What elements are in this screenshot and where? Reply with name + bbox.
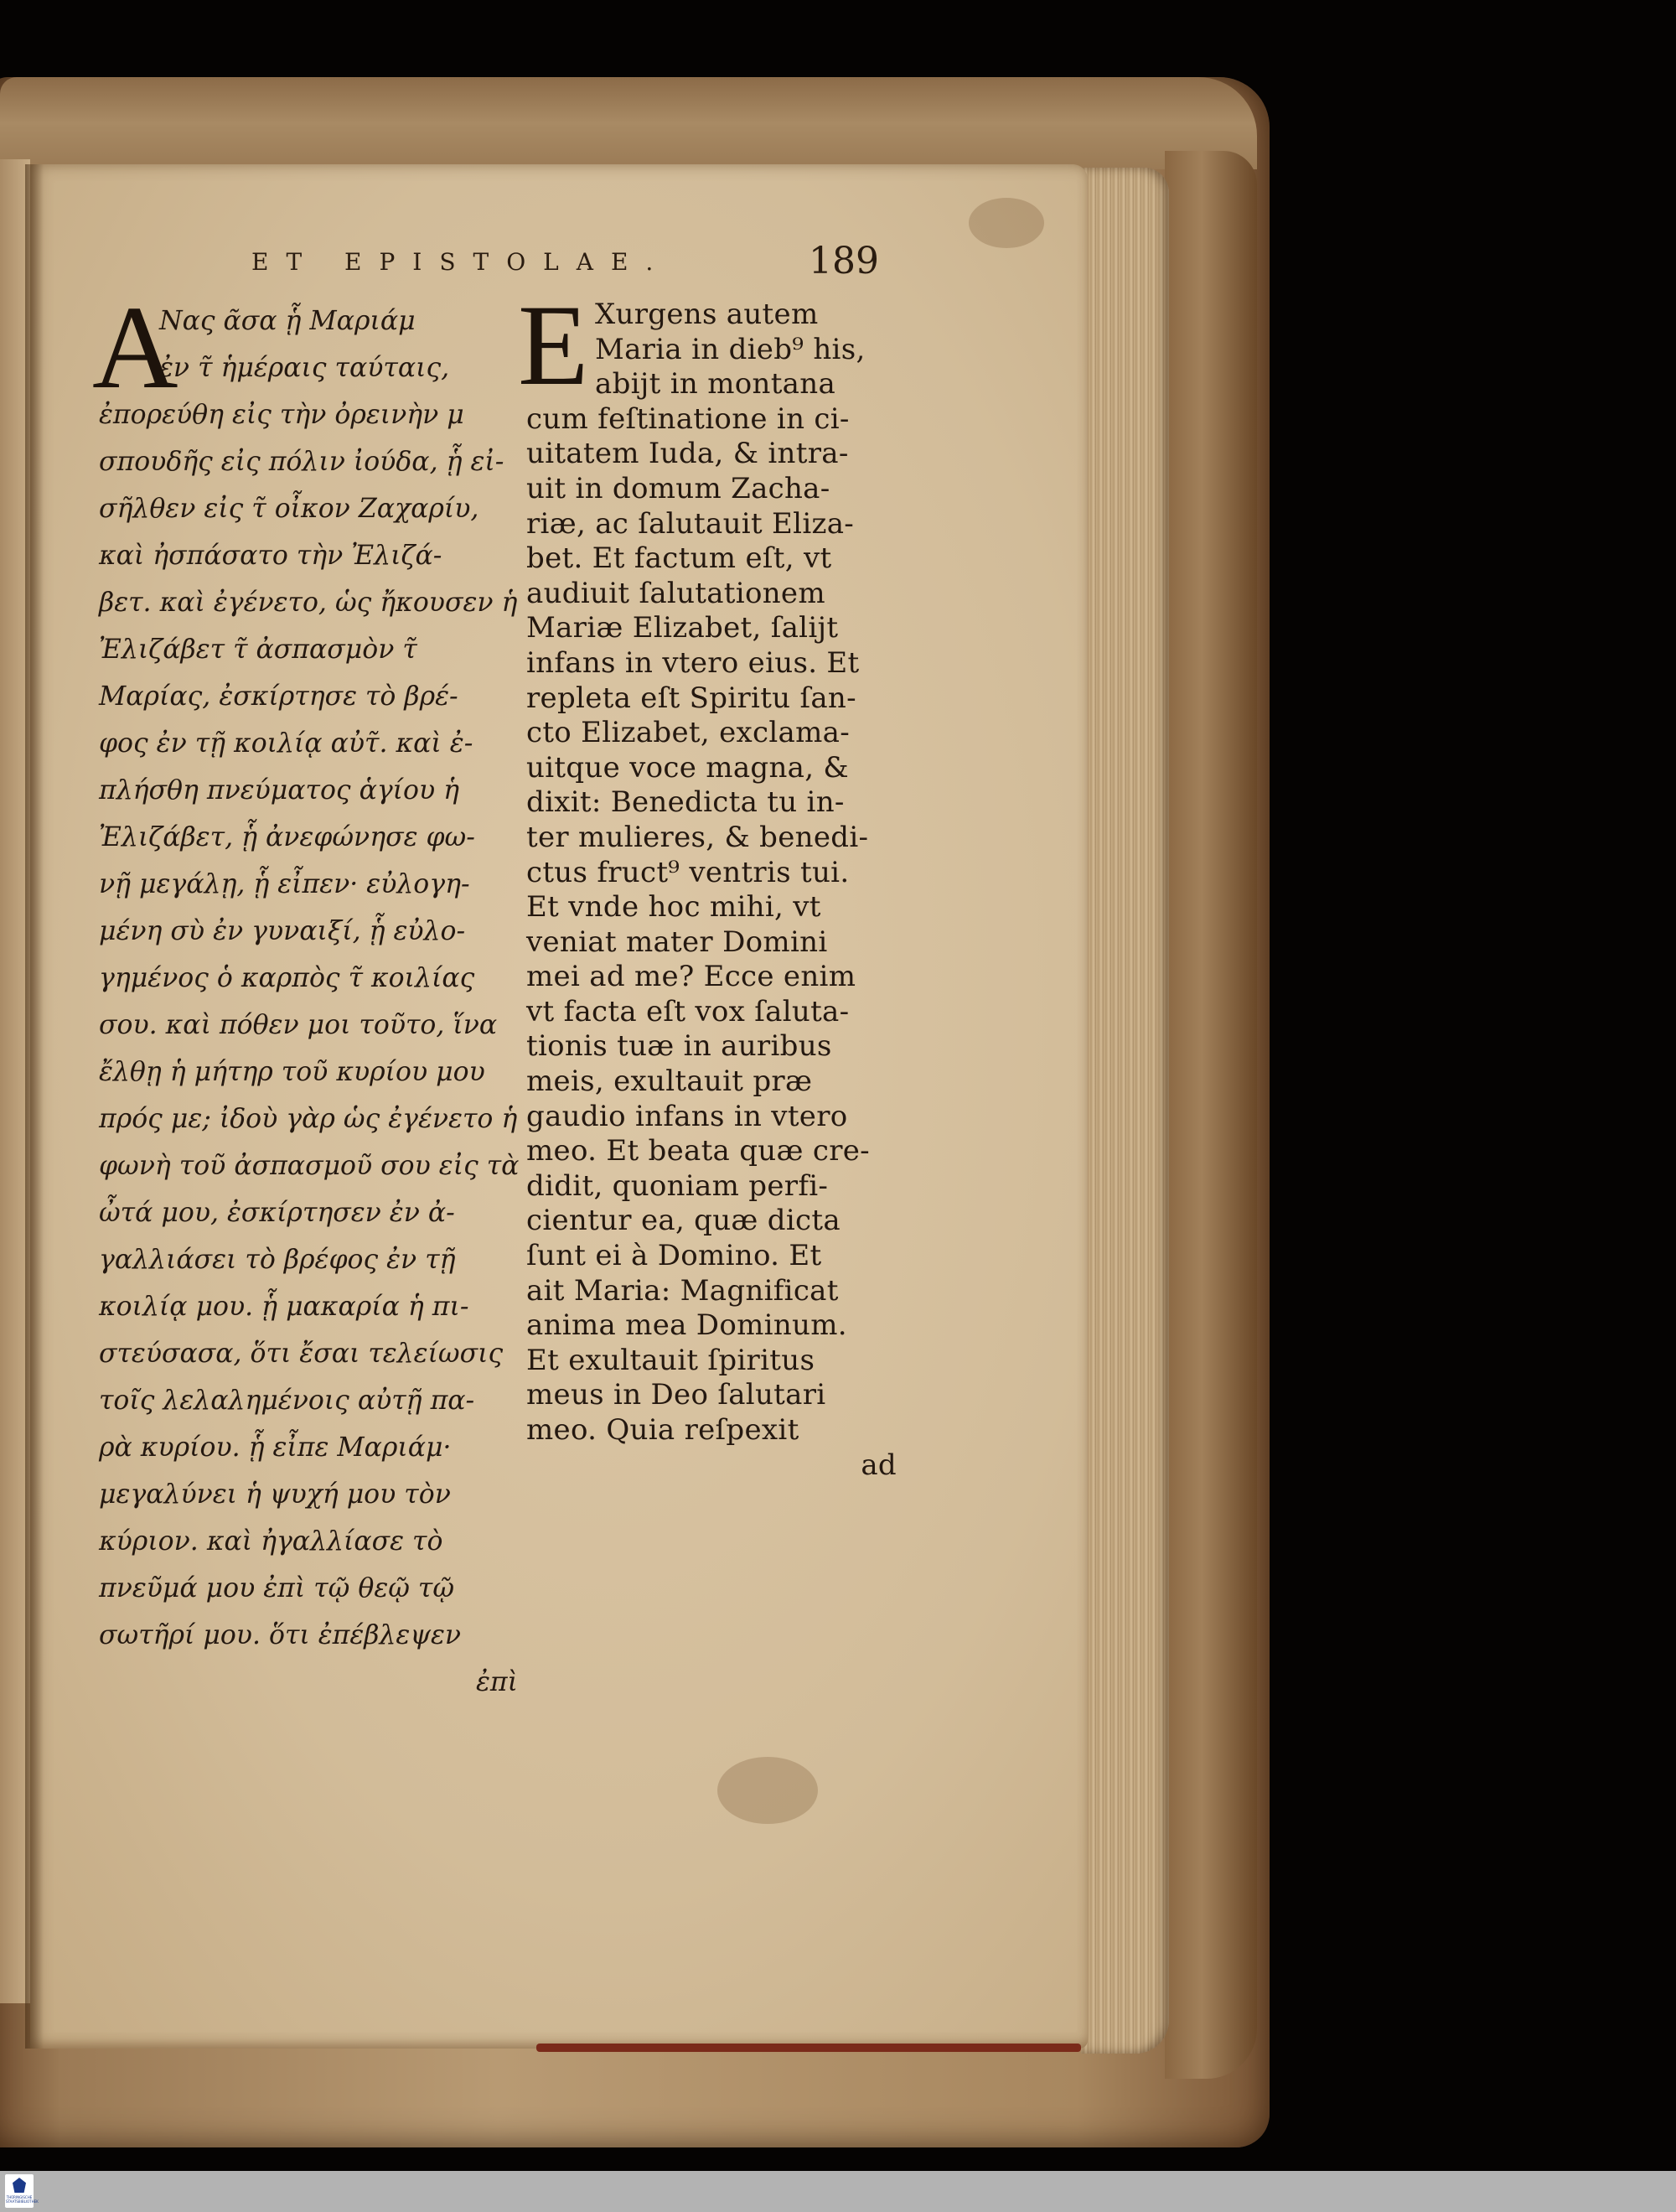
latin-line: meo. Quia reſpexit bbox=[526, 1413, 799, 1447]
greek-line: ἐν τ̃ ἡμέραις ταύταις, bbox=[159, 353, 450, 383]
greek-line: τοῖς λελαλημένοις αὐτῇ πα- bbox=[99, 1386, 475, 1416]
paper-stain bbox=[969, 198, 1044, 248]
greek-line: σωτῆρί μου. ὅτι ἐπέβλεψεν bbox=[99, 1620, 462, 1650]
binding-fore-edge bbox=[1165, 151, 1257, 2079]
greek-line: φωνὴ τοῦ ἀσπασμοῦ σου εἰς τὰ bbox=[99, 1151, 520, 1181]
greek-line: κοιλίᾳ μου. ᾗ μακαρία ἡ πι- bbox=[99, 1292, 469, 1322]
greek-line: Μαρίας, ἐσκίρτησε τὸ βρέ- bbox=[99, 681, 458, 712]
greek-line: φος ἐν τῇ κοιλίᾳ αὐτ̃. καὶ ἐ- bbox=[99, 728, 473, 759]
greek-line: πλήσθη πνεύματος ἁγίου ἡ bbox=[99, 775, 460, 806]
binding-top-edge bbox=[0, 77, 1257, 169]
latin-line: veniat mater Domini bbox=[526, 925, 828, 959]
greek-drop-capital: A bbox=[92, 281, 178, 413]
greek-line: Ἐλιζάβετ, ᾗ ἀνεφώνησε φω- bbox=[99, 822, 475, 852]
latin-line: mei ad me? Ecce enim bbox=[526, 960, 856, 994]
greek-line: μεγαλύνει ἡ ψυχή μου τὸν bbox=[99, 1479, 451, 1510]
latin-line: uitque voce magna, & bbox=[526, 750, 849, 785]
greek-line: ἐπορεύθη εἰς τὴν ὀρεινὴν μ bbox=[99, 400, 464, 430]
gutter-shadow bbox=[25, 164, 44, 2049]
latin-line: tionis tuæ in auribus bbox=[526, 1029, 832, 1064]
latin-line: uit in domum Zacha- bbox=[526, 471, 830, 505]
latin-line: anima mea Dominum. bbox=[526, 1308, 847, 1343]
latin-line: abijt in montana bbox=[595, 367, 836, 401]
latin-line: gaudio infans in vtero bbox=[526, 1099, 848, 1133]
library-logo-text: THÜRINGISCHE STAATSBIBLIOTHEK bbox=[6, 2195, 39, 2204]
greek-line: νῇ μεγάλῃ, ᾗ εἶπεν· εὐλογη- bbox=[99, 869, 470, 899]
latin-text-column bbox=[518, 281, 897, 1483]
latin-line: uitatem Iuda, & intra- bbox=[526, 437, 849, 471]
page-number: 189 bbox=[809, 240, 879, 282]
latin-line: bet. Et factum eſt, vt bbox=[526, 541, 832, 576]
greek-line: ρὰ κυρίου. ᾗ εἶπε Μαριάμ· bbox=[99, 1432, 452, 1463]
paper-stain bbox=[717, 1757, 818, 1824]
latin-line: ſunt ei à Domino. Et bbox=[526, 1239, 822, 1273]
library-crest-icon bbox=[13, 2178, 26, 2193]
latin-line: cientur ea, quæ dicta bbox=[526, 1204, 841, 1238]
latin-line: Mariæ Elizabet, ſalijt bbox=[526, 611, 839, 645]
greek-line: κύριον. καὶ ἠγαλλίασε τὸ bbox=[99, 1526, 443, 1557]
latin-line: Et vnde hoc mihi, vt bbox=[526, 890, 821, 925]
greek-line: ἔλθῃ ἡ μήτηρ τοῦ κυρίου μου bbox=[99, 1057, 485, 1087]
latin-line: didit, quoniam perfi- bbox=[526, 1168, 829, 1203]
latin-line: audiuit ſalutationem bbox=[526, 576, 825, 610]
scanner-footer-bar bbox=[0, 2171, 1676, 2212]
latin-line: ctus fruct⁹ ventris tui. bbox=[526, 855, 850, 889]
greek-line: σπουδῆς εἰς πόλιν ἰούδα, ᾗ εἰ- bbox=[99, 447, 504, 477]
latin-line: Et exultauit ſpiritus bbox=[526, 1343, 815, 1377]
latin-catchword: ad bbox=[861, 1448, 897, 1482]
latin-line: riæ, ac ſalutauit Eliza- bbox=[526, 506, 855, 541]
greek-line: βετ. καὶ ἐγένετο, ὡς ἤκουσεν ἡ bbox=[99, 588, 518, 618]
latin-line: meis, exultauit præ bbox=[526, 1065, 813, 1099]
greek-line: Νας ᾶσα ᾗ Μαριάμ bbox=[159, 306, 416, 336]
latin-line: infans in vtero eius. Et bbox=[526, 645, 860, 680]
latin-line: ait Maria: Magnificat bbox=[526, 1273, 839, 1308]
latin-line: meo. Et beata quæ cre- bbox=[526, 1134, 870, 1168]
greek-line: μένη σὺ ἐν γυναιξί, ᾗ εὐλο- bbox=[99, 916, 466, 946]
latin-line: Xurgens autem bbox=[595, 298, 819, 331]
greek-line: καὶ ἠσπάσατο τὴν Ἐλιζά- bbox=[99, 541, 442, 571]
greek-line: σῆλθεν εἰς τ̃ οἶκον Ζαχαρίυ, bbox=[99, 494, 479, 524]
greek-line: πνεῦμά μου ἐπὶ τῷ θεῷ τῷ bbox=[99, 1573, 455, 1603]
red-page-edge bbox=[536, 2044, 1081, 2052]
page-block-edge bbox=[1081, 168, 1169, 2054]
running-head: ET EPISTOLAE. bbox=[251, 248, 671, 276]
latin-line: vt facta eſt vox ſaluta- bbox=[526, 994, 850, 1028]
latin-line: meus in Deo ſalutari bbox=[526, 1378, 826, 1412]
greek-line: στεύσασα, ὅτι ἔσαι τελείωσις bbox=[99, 1339, 504, 1369]
greek-line: ὦτά μου, ἐσκίρτησεν ἐν ἀ- bbox=[99, 1198, 455, 1228]
latin-line: dixit: Benedicta tu in- bbox=[526, 785, 845, 820]
greek-catchword: ἐπὶ bbox=[476, 1667, 518, 1697]
latin-line: cum feſtinatione in ci- bbox=[526, 401, 850, 436]
latin-drop-capital: E bbox=[518, 281, 589, 409]
library-logo bbox=[5, 2174, 39, 2208]
latin-line: cto Elizabet, exclama- bbox=[526, 716, 850, 750]
greek-line: σου. καὶ πόθεν μοι τοῦτο, ἵνα bbox=[99, 1010, 498, 1040]
greek-line: γαλλιάσει τὸ βρέφος ἐν τῇ bbox=[99, 1245, 456, 1275]
greek-line: γημένος ὁ καρπὸς τ̃ κοιλίας bbox=[99, 963, 475, 993]
latin-line: repleta eſt Spiritu ſan- bbox=[526, 681, 856, 715]
greek-line: πρός με; ἰδοὺ γὰρ ὡς ἐγένετο ἡ bbox=[99, 1104, 518, 1134]
latin-line: ter mulieres, & benedi- bbox=[526, 820, 869, 854]
greek-line: Ἐλιζάβετ τ̃ ἀσπασμὸν τ̃ bbox=[99, 635, 417, 665]
latin-line: Maria in dieb⁹ his, bbox=[595, 332, 866, 366]
greek-text-column bbox=[92, 281, 520, 1706]
